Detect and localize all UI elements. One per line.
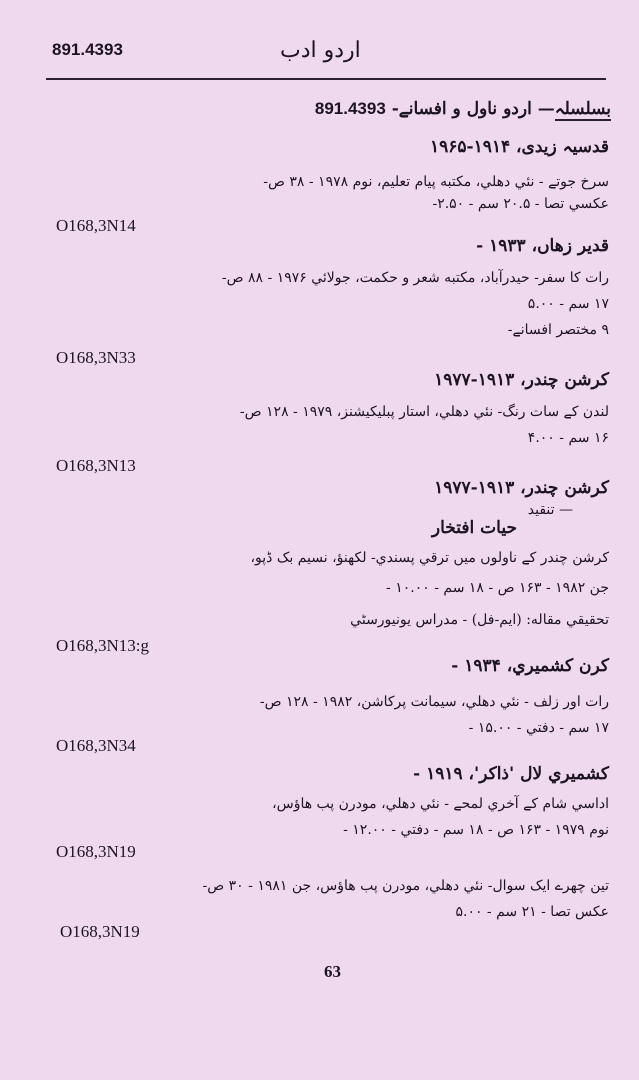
entry-line: اداسي شام کے آخري لمحے - نئي دهلي، مودرن پب هاؤس، bbox=[272, 796, 609, 812]
entry-author: کرشن چندر، ۱۹۱۳-۱۹۷۷ bbox=[434, 478, 609, 498]
entry-line: نوم ۱۹۷۹ - ۱۶۳ ص - ۱۸ سم - دفتي - ۱۲.۰۰ - bbox=[343, 822, 609, 838]
section-heading-text: — اردو ناول و افسانے- bbox=[385, 99, 555, 119]
entry-author: کشمیري لال 'ذاکر'، ۱۹۱۹ - bbox=[413, 764, 609, 784]
entry-author: قدیر زهاں، ۱۹۳۳ - bbox=[476, 236, 609, 256]
entry-call-number: O168,3N19 bbox=[56, 842, 136, 861]
header-title: اردو ادب bbox=[280, 38, 361, 63]
entry-author: کرن کشمیري، ۱۹۳۴ - bbox=[451, 656, 609, 676]
entry-line: ۹ مختصر افسانے- bbox=[507, 322, 609, 338]
entry-call-number: O168,3N34 bbox=[56, 736, 136, 755]
entry-line: رات اور زلف - نئي دهلي، سيمانت پركاشن، ۱۹۸۲ - ۱۲۸ ص- bbox=[259, 694, 609, 710]
entry-author: قدسیہ زیدی، ۱۹۱۴-۱۹۶۵ bbox=[429, 137, 609, 157]
entry-line: رات کا سفر- حیدرآباد، مكتبه شعر و حكمت، جولائي ۱۹۷۶ - ۸۸ ص- bbox=[221, 270, 609, 286]
entry-call-number: O168,3N13:g bbox=[56, 636, 150, 655]
entry-sub-author: حیات افتخار bbox=[431, 518, 517, 538]
entry-line: تحقیقي مقاله: (ایم-فل) - مدراس یونیورسٹي bbox=[350, 612, 609, 628]
section-heading bbox=[315, 98, 611, 119]
entry-line: سرخ جوتے - نئي دهلي، مكتبه پيام تعليم، نوم ۱۹۷۸ - ۳۸ ص- bbox=[263, 174, 609, 190]
entry-line: ۱۶ سم - ۴.۰۰ bbox=[527, 430, 609, 446]
entry-line: عکس تصا - ۲۱ سم - ۵.۰۰ bbox=[455, 904, 609, 920]
entry-line: تین چهرے ایک سوال- نئي دهلي، مودرن پب هاؤس، جن ۱۹۸۱ - ۳۰ ص- bbox=[202, 878, 609, 894]
header-rule bbox=[46, 78, 606, 80]
entry-line: عكسي تصا - ۲۰.۵ سم - ۲.۵۰- bbox=[432, 196, 609, 212]
entry-line: ۱۷ سم - دفتي - ۱۵.۰۰ - bbox=[468, 720, 609, 736]
section-heading-underlined: بسلسلہ bbox=[554, 99, 611, 119]
entry-call-number: O168,3N14 bbox=[56, 216, 136, 235]
entry-line: جن ۱۹۸۲ - ۱۶۳ ص - ۱۸ سم - ۱۰.۰۰ - bbox=[386, 580, 609, 596]
section-heading-number: 891.4393 bbox=[314, 99, 386, 118]
entry-line: لندن کے سات رنگ- نئي دهلي، استار پبليكيشنز، ۱۹۷۹ - ۱۲۸ ص- bbox=[239, 404, 609, 420]
entry-call-number: O168,3N19 bbox=[60, 922, 140, 941]
page-number: 63 bbox=[324, 962, 341, 981]
header-class-number: 891.4393 bbox=[52, 40, 123, 59]
entry-author: کرشن چندر، ۱۹۱۳-۱۹۷۷ bbox=[434, 370, 609, 390]
entry-subheading: — تنقید bbox=[527, 502, 573, 518]
entry-call-number: O168,3N33 bbox=[56, 348, 136, 367]
entry-line: کرشن چندر کے ناولوں میں ترقي پسندي- لکهنؤ، نسیم بک ڈپو، bbox=[250, 550, 609, 566]
entry-line: ۱۷ سم - ۵.۰۰ bbox=[527, 296, 609, 312]
entry-call-number: O168,3N13 bbox=[56, 456, 136, 475]
